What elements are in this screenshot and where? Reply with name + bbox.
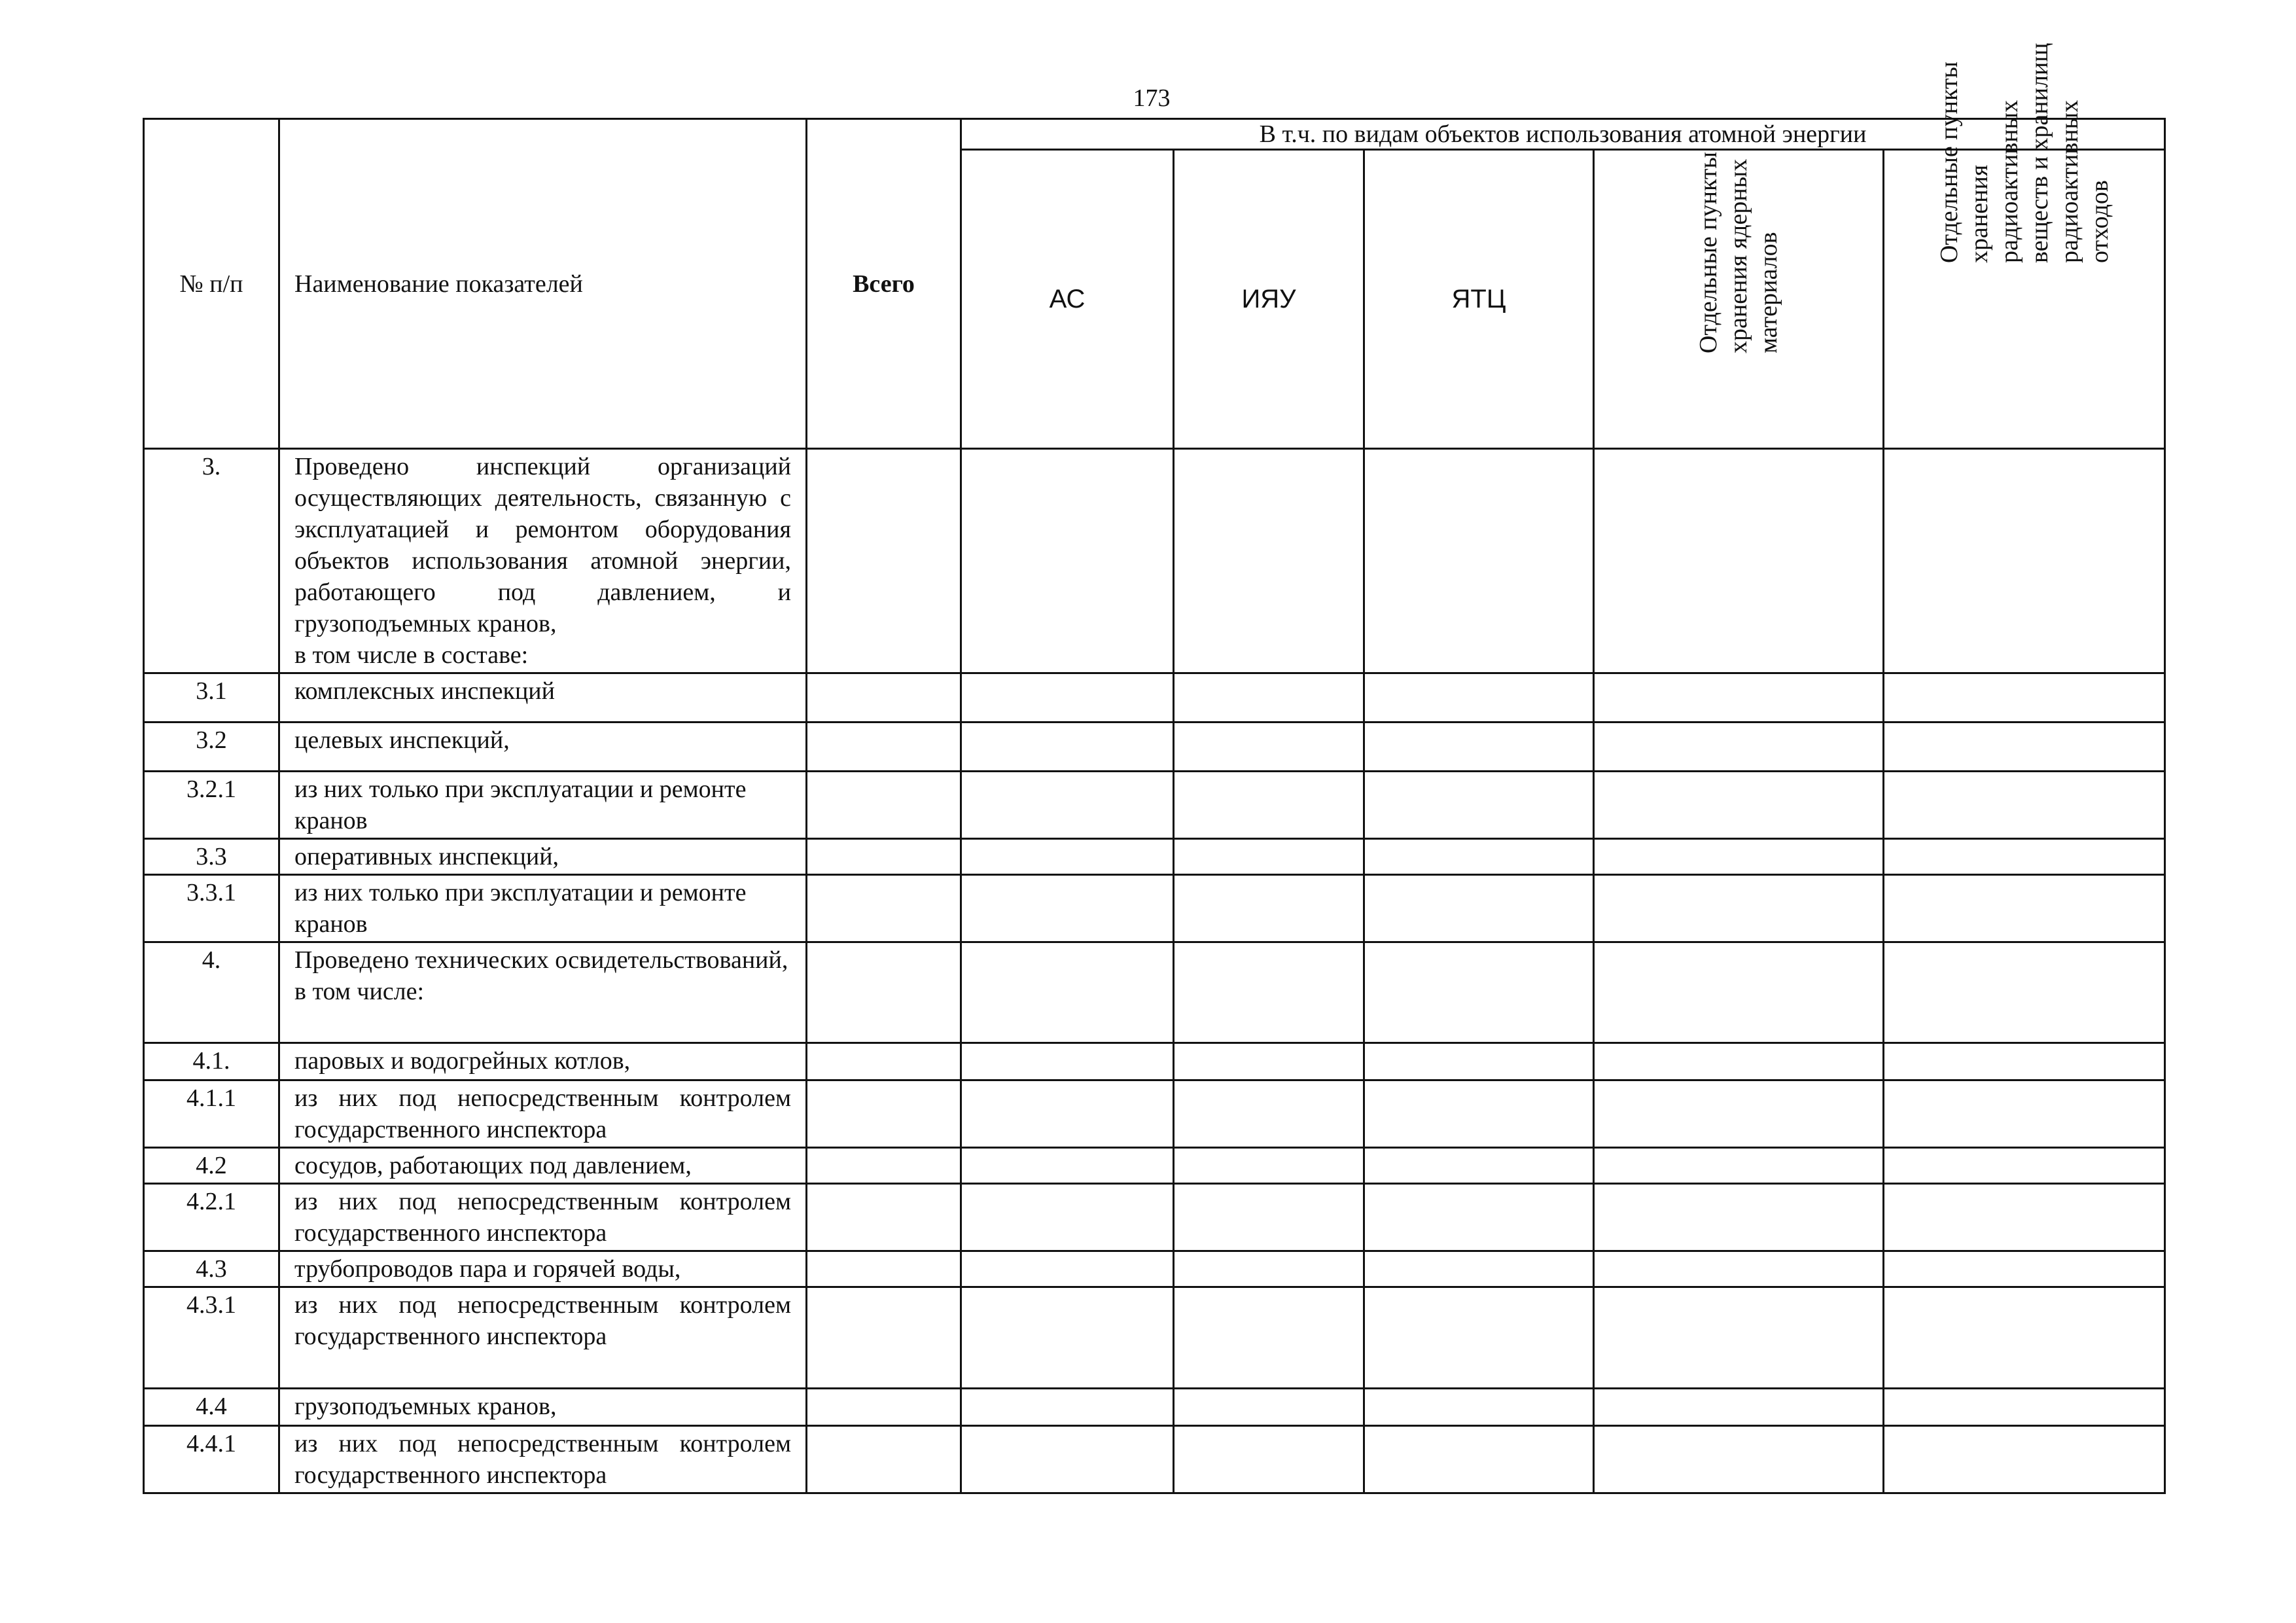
as-cell[interactable] <box>961 1287 1174 1389</box>
nuclear-storage-cell[interactable] <box>1594 942 1884 1043</box>
total-cell[interactable] <box>807 1287 961 1389</box>
radioactive-storage-cell[interactable] <box>1884 1043 2165 1080</box>
as-cell[interactable] <box>961 1426 1174 1493</box>
iyau-cell[interactable] <box>1174 1251 1364 1287</box>
radioactive-storage-header-line: хранения <box>1965 164 1993 263</box>
yatc-cell[interactable] <box>1364 772 1594 839</box>
row-number: 4.2 <box>144 1148 279 1184</box>
row-indicator-name: оперативных инспекций, <box>279 839 807 875</box>
table-row <box>144 1148 2165 1184</box>
row-indicator-name: из них под непосредственным контролем государственного инспектора <box>279 1184 807 1251</box>
total-cell[interactable] <box>807 1184 961 1251</box>
yatc-cell[interactable] <box>1364 449 1594 673</box>
iyau-cell[interactable] <box>1174 1080 1364 1148</box>
row-indicator-name: сосудов, работающих под давлением, <box>279 1148 807 1184</box>
nuclear-storage-cell[interactable] <box>1594 1426 1884 1493</box>
radioactive-storage-header-line: Отдельные пункты <box>1935 61 1963 263</box>
iyau-cell[interactable] <box>1174 673 1364 722</box>
iyau-cell[interactable] <box>1174 1287 1364 1389</box>
radioactive-storage-cell[interactable] <box>1884 875 2165 942</box>
header-indicator-name: Наименование показателей <box>279 119 807 449</box>
row-number: 4. <box>144 942 279 1043</box>
radioactive-storage-cell[interactable] <box>1884 1389 2165 1426</box>
row-indicator-name: Проведено технических освидетельствований, в том числе: <box>279 942 807 1043</box>
nuclear-storage-cell[interactable] <box>1594 1287 1884 1389</box>
row-indicator-name: из них под непосредственным контролем государственного инспектора <box>279 1287 807 1389</box>
nuclear-storage-cell[interactable] <box>1594 1184 1884 1251</box>
row-indicator-name: из них под непосредственным контролем государственного инспектора <box>279 1080 807 1148</box>
row-indicator-name: Проведено инспекций организаций осуществляющих деятельность, связанную с эксплуатацией и ремонтом оборудования объектов использования атомной энергии, работающего под давлением, и грузоподъемных кранов, в том числе в составе: <box>279 449 807 673</box>
row-number: 4.3 <box>144 1251 279 1287</box>
radioactive-storage-cell[interactable] <box>1884 1287 2165 1389</box>
table-row <box>144 1251 2165 1287</box>
row-indicator-name: целевых инспекций, <box>279 722 807 772</box>
total-cell[interactable] <box>807 875 961 942</box>
radioactive-storage-header-line: отходов <box>2085 180 2113 263</box>
as-cell[interactable] <box>961 875 1174 942</box>
total-cell[interactable] <box>807 1389 961 1426</box>
yatc-cell[interactable] <box>1364 1080 1594 1148</box>
nuclear-storage-cell[interactable] <box>1594 1080 1884 1148</box>
header-radioactive-storage-label <box>1934 43 2115 263</box>
iyau-cell[interactable] <box>1174 875 1364 942</box>
nuclear-storage-cell[interactable] <box>1594 1043 1884 1080</box>
row-indicator-name: из них только при эксплуатации и ремонте кранов <box>279 772 807 839</box>
total-cell[interactable] <box>807 839 961 875</box>
nuclear-storage-cell[interactable] <box>1594 722 1884 772</box>
yatc-cell[interactable] <box>1364 1426 1594 1493</box>
table-row <box>144 673 2165 722</box>
row-number: 3. <box>144 449 279 673</box>
row-number: 3.3 <box>144 839 279 875</box>
iyau-cell[interactable] <box>1174 1389 1364 1426</box>
iyau-cell[interactable] <box>1174 449 1364 673</box>
row-number: 4.1.1 <box>144 1080 279 1148</box>
yatc-cell[interactable] <box>1364 1389 1594 1426</box>
total-cell[interactable] <box>807 722 961 772</box>
header-yatc: ЯТЦ <box>1364 150 1594 449</box>
yatc-cell[interactable] <box>1364 1184 1594 1251</box>
row-number: 3.2.1 <box>144 772 279 839</box>
radioactive-storage-cell[interactable] <box>1884 1426 2165 1493</box>
header-radioactive-storage <box>1884 43 2165 449</box>
row-number: 4.4 <box>144 1389 279 1426</box>
radioactive-storage-cell[interactable] <box>1884 449 2165 673</box>
table-row <box>144 839 2165 875</box>
as-cell[interactable] <box>961 1080 1174 1148</box>
iyau-cell[interactable] <box>1174 722 1364 772</box>
row-indicator-name: трубопроводов пара и горячей воды, <box>279 1251 807 1287</box>
page-number: 173 <box>1133 84 1171 112</box>
total-cell[interactable] <box>807 1426 961 1493</box>
nuclear-storage-cell[interactable] <box>1594 772 1884 839</box>
total-cell[interactable] <box>807 1080 961 1148</box>
table-row <box>144 1287 2165 1389</box>
nuclear-storage-cell[interactable] <box>1594 1389 1884 1426</box>
total-cell[interactable] <box>807 772 961 839</box>
radioactive-storage-cell[interactable] <box>1884 942 2165 1043</box>
radioactive-storage-cell[interactable] <box>1884 1148 2165 1184</box>
iyau-cell[interactable] <box>1174 942 1364 1043</box>
nuclear-storage-cell[interactable] <box>1594 875 1884 942</box>
table-row <box>144 942 2165 1043</box>
header-object-types-group: В т.ч. по видам объектов использования атомной энергии <box>961 119 2165 150</box>
row-indicator-name: из них под непосредственным контролем государственного инспектора <box>279 1426 807 1493</box>
total-cell[interactable] <box>807 1148 961 1184</box>
total-cell[interactable] <box>807 942 961 1043</box>
nuclear-storage-header-line: материалов <box>1755 232 1782 353</box>
yatc-cell[interactable] <box>1364 1148 1594 1184</box>
radioactive-storage-cell[interactable] <box>1884 1184 2165 1251</box>
row-number: 4.3.1 <box>144 1287 279 1389</box>
as-cell[interactable] <box>961 1184 1174 1251</box>
as-cell[interactable] <box>961 772 1174 839</box>
row-indicator-name: грузоподъемных кранов, <box>279 1389 807 1426</box>
nuclear-storage-cell[interactable] <box>1594 1148 1884 1184</box>
header-iyau: ИЯУ <box>1174 150 1364 449</box>
table-row <box>144 1080 2165 1148</box>
yatc-cell[interactable] <box>1364 875 1594 942</box>
nuclear-storage-cell[interactable] <box>1594 839 1884 875</box>
iyau-cell[interactable] <box>1174 772 1364 839</box>
nuclear-storage-cell[interactable] <box>1594 1251 1884 1287</box>
radioactive-storage-cell[interactable] <box>1884 1080 2165 1148</box>
radioactive-storage-header-line: радиоактивных <box>1995 99 2023 263</box>
row-indicator-name: комплексных инспекций <box>279 673 807 722</box>
iyau-cell[interactable] <box>1174 839 1364 875</box>
yatc-cell[interactable] <box>1364 722 1594 772</box>
radioactive-storage-header-line: радиоактивных <box>2055 99 2083 263</box>
row-indicator-name: из них только при эксплуатации и ремонте кранов <box>279 875 807 942</box>
yatc-cell[interactable] <box>1364 673 1594 722</box>
total-cell[interactable] <box>807 449 961 673</box>
radioactive-storage-cell[interactable] <box>1884 673 2165 722</box>
as-cell[interactable] <box>961 449 1174 673</box>
total-cell[interactable] <box>807 1043 961 1080</box>
table-row <box>144 1389 2165 1426</box>
table-row <box>144 1184 2165 1251</box>
header-as: АС <box>961 150 1174 449</box>
as-cell[interactable] <box>961 942 1174 1043</box>
header-row-number: № п/п <box>144 119 279 449</box>
radioactive-storage-cell[interactable] <box>1884 1251 2165 1287</box>
radioactive-storage-cell[interactable] <box>1884 839 2165 875</box>
as-cell[interactable] <box>961 1389 1174 1426</box>
radioactive-storage-cell[interactable] <box>1884 772 2165 839</box>
nuclear-storage-cell[interactable] <box>1594 673 1884 722</box>
iyau-cell[interactable] <box>1174 1184 1364 1251</box>
as-cell[interactable] <box>961 1148 1174 1184</box>
as-cell[interactable] <box>961 839 1174 875</box>
table-row <box>144 1043 2165 1080</box>
yatc-cell[interactable] <box>1364 942 1594 1043</box>
row-number: 3.1 <box>144 673 279 722</box>
table-row <box>144 875 2165 942</box>
total-cell[interactable] <box>807 1251 961 1287</box>
iyau-cell[interactable] <box>1174 1043 1364 1080</box>
yatc-cell[interactable] <box>1364 839 1594 875</box>
nuclear-storage-header-line: Отдельные пункты <box>1695 151 1722 353</box>
table-row <box>144 449 2165 673</box>
row-number: 4.4.1 <box>144 1426 279 1493</box>
as-cell[interactable] <box>961 1251 1174 1287</box>
header-total: Всего <box>807 119 961 449</box>
table-row <box>144 722 2165 772</box>
nuclear-storage-header-line: хранения ядерных <box>1725 158 1752 353</box>
yatc-cell[interactable] <box>1364 1287 1594 1389</box>
total-cell[interactable] <box>807 673 961 722</box>
row-number: 4.2.1 <box>144 1184 279 1251</box>
row-number: 3.3.1 <box>144 875 279 942</box>
row-number: 4.1. <box>144 1043 279 1080</box>
radioactive-storage-header-line: веществ и хранилищ <box>2025 43 2053 263</box>
header-nuclear-materials-storage <box>1594 150 1884 449</box>
as-cell[interactable] <box>961 722 1174 772</box>
as-cell[interactable] <box>961 1043 1174 1080</box>
yatc-cell[interactable] <box>1364 1251 1594 1287</box>
as-cell[interactable] <box>961 673 1174 722</box>
header-nuclear-materials-storage-label <box>1693 152 1784 353</box>
table-row <box>144 772 2165 839</box>
row-indicator-name: паровых и водогрейных котлов, <box>279 1043 807 1080</box>
table-row <box>144 1426 2165 1493</box>
row-number: 3.2 <box>144 722 279 772</box>
yatc-cell[interactable] <box>1364 1043 1594 1080</box>
iyau-cell[interactable] <box>1174 1426 1364 1493</box>
nuclear-storage-cell[interactable] <box>1594 449 1884 673</box>
iyau-cell[interactable] <box>1174 1148 1364 1184</box>
radioactive-storage-cell[interactable] <box>1884 722 2165 772</box>
